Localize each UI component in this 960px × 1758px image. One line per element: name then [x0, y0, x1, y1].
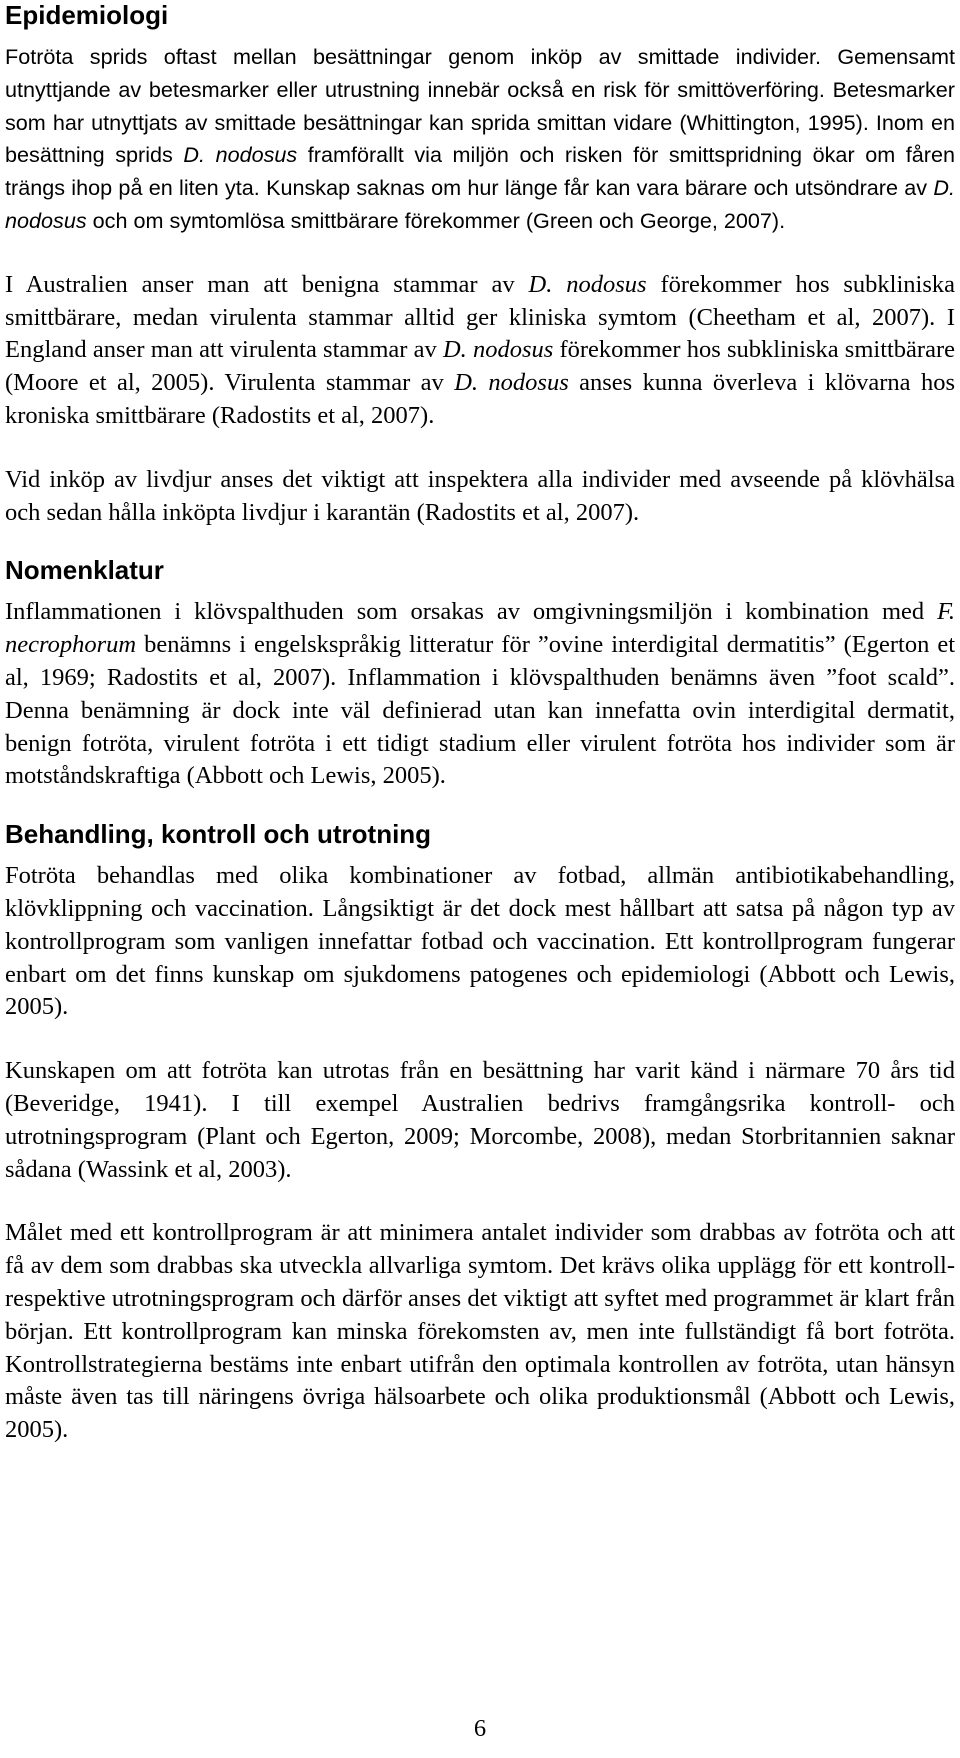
species-name: F. necrophorum: [5, 598, 955, 659]
section-nomenklatur: [5, 529, 955, 793]
section-epidemiologi: [5, 0, 955, 529]
paragraph: [5, 596, 955, 793]
text-run: anses kunna överleva i klövarna hos kroniska smittbärare (Radostits et al, 2007).: [5, 369, 956, 429]
text-run: Fotröta sprids oftast mellan besättningar genom inköp av smittade individer. Gemensamt utnyttjande av betesmarker eller utrustning innebär också en risk för smittöverföring. Betesmarker som har utnyttjats av smittade besättningar kan sprida smittan vidare (Whittington, 1995). Inom en besättning sprids: [5, 44, 955, 168]
text-run: benämns i engelskspråkig litteratur för ”ovine interdigital dermatitis” (Egerton et al, 1969; Radostits et al, 2007). Inflammation i klövspalthuden benämns även ”foot scald”. Denna benämning är dock inte väl definierad utan kan innefatta ovin interdigital dermatit, benign fotröta, virulent fotröta i ett tidigt stadium eller virulent fotröta hos individer som är motståndskraftiga (Abbott och Lewis, 2005).: [5, 631, 955, 790]
text-run: framförallt via miljön och risken för smittspridning ökar om fåren trängs ihop på en liten yta. Kunskap saknas om hur länge får kan vara bärare och utsöndrare av: [5, 142, 956, 201]
paragraph: [5, 269, 955, 433]
species-name: D. nodosus: [183, 142, 298, 168]
species-name: D. nodosus: [454, 369, 569, 397]
species-name: D. nodosus: [528, 270, 647, 298]
paragraph: [5, 41, 955, 238]
text-run: I Australien anser man att benigna stammar av: [5, 270, 529, 298]
text-run: Inflammationen i klövspalthuden som orsakas av omgivningsmiljön i kombination med: [5, 598, 938, 626]
section-behandling: [5, 793, 955, 1447]
species-name: D. nodosus: [442, 336, 554, 364]
paragraph: [5, 1055, 955, 1186]
text-run: Målet med ett kontrollprogram är att minimera antalet individer som drabbas av fotröta och att få av dem som drabbas ska utveckla allvarliga symtom. Det krävs olika upplägg för ett kontroll- respektive utrotningsprogram och därför anses det viktigt att syftet med programmet är klart från början. Ett kontrollprogram kan minska förekomsten av, men inte fullständigt få bort fotröta. Kontrollstrategierna bestäms inte enbart utifrån den optimala kontrollen av fotröta, utan hänsyn måste även tas till näringens övriga hälsoarbete och olika produktionsmål (Abbott och Lewis, 2005).: [5, 1219, 955, 1444]
paragraph: [5, 464, 955, 530]
text-run: Fotröta behandlas med olika kombinationer av fotbad, allmän antibiotikabehandling, klövklippning och vaccination. Långsiktigt är det dock mest hållbart att satsa på någon typ av kontrollprogram som vanligen innefattar fotbad och vaccination. Ett kontrollprogram fungerar enbart om det finns kunskap om sjukdomens patogenes och epidemiologi (Abbott och Lewis, 2005).: [5, 862, 955, 1021]
species-name: D. nodosus: [5, 175, 955, 233]
text-run: förekommer hos subkliniska smittbärare (Moore et al, 2005). Virulenta stammar av: [5, 336, 955, 397]
page-number: 6: [473, 1715, 487, 1742]
text-run: Kunskapen om att fotröta kan utrotas från en besättning har varit känd i närmare 70 års tid (Beveridge, 1941). I till exempel Australien bedrivs framgångsrika kontroll- och utrotningsprogram (Plant och Egerton, 2009; Morcombe, 2008), medan Storbritannien saknar sådana (Wassink et al, 2003).: [5, 1057, 955, 1183]
text-run: förekommer hos subkliniska smittbärare, medan virulenta stammar alltid ger kliniska symtom (Cheetham et al, 2007). I England anser man att virulenta stammar av: [5, 270, 955, 364]
text-run: och om symtomlösa smittbärare förekommer (Green och George, 2007).: [86, 207, 786, 233]
section-heading: Epidemiologi: [5, 0, 169, 30]
paragraph: [5, 1217, 955, 1447]
section-heading: Behandling, kontroll och utrotning: [5, 819, 432, 850]
document-page: [5, 0, 955, 1447]
section-heading: Nomenklatur: [5, 555, 164, 586]
paragraph: [5, 860, 955, 1024]
text-run: Vid inköp av livdjur anses det viktigt att inspektera alla individer med avseende på klövhälsa och sedan hålla inköpta livdjur i karantän (Radostits et al, 2007).: [5, 465, 955, 526]
